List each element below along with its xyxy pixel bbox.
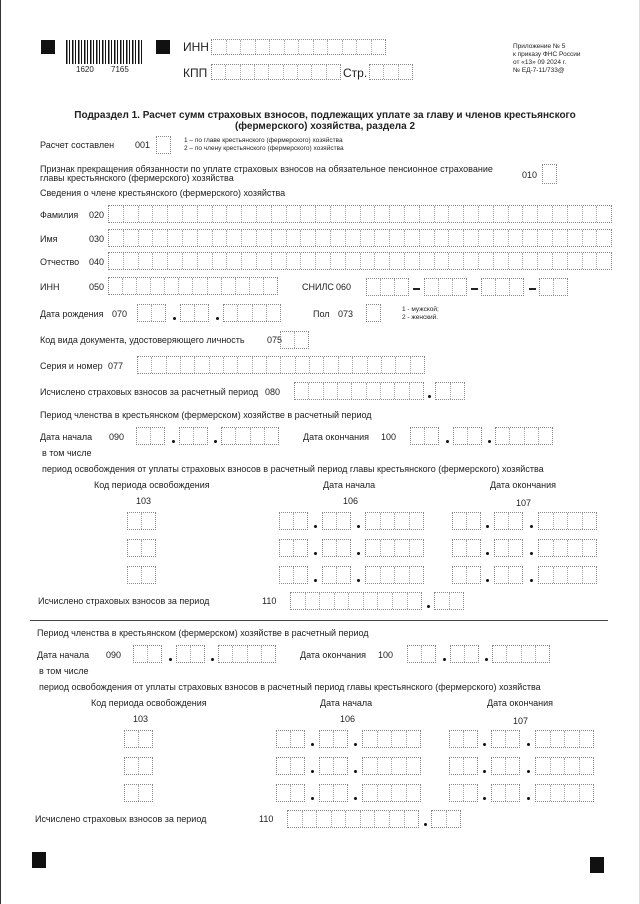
including-label: в том числе <box>42 448 92 458</box>
dash <box>529 288 536 290</box>
start-date-code: 090 <box>106 650 122 660</box>
end-date-label: Дата окончания <box>303 432 370 442</box>
start-date-code: 090 <box>109 432 125 442</box>
end-month-input[interactable] <box>453 427 482 445</box>
col-start-number: 106 <box>340 714 356 724</box>
col-code-number: 103 <box>136 496 152 506</box>
decimal-separator <box>424 823 427 826</box>
exempt-start-month-input[interactable] <box>322 512 351 530</box>
kpp-label: КПП <box>183 66 208 80</box>
field-001-label: Расчет составлен <box>40 140 115 150</box>
exempt-start-day-input[interactable] <box>276 757 305 775</box>
period-total-rub-input[interactable] <box>287 810 419 828</box>
birth-day-input[interactable] <box>137 304 166 322</box>
exempt-start-day-input[interactable] <box>279 539 308 557</box>
patronymic-label: Отчество <box>40 257 80 267</box>
date-separator <box>216 317 219 320</box>
date-separator <box>172 440 175 443</box>
exempt-end-month-input[interactable] <box>494 566 523 584</box>
registration-marker <box>156 40 170 54</box>
date-separator <box>483 743 486 746</box>
surname-label: Фамилия <box>40 210 79 220</box>
exempt-start-month-input[interactable] <box>322 539 351 557</box>
exempt-title: период освобождения от уплаты страховых взносов в расчетный период главы крестьянского (фермерского) хозяйства <box>42 464 544 474</box>
date-separator <box>488 440 491 443</box>
col-end-number: 107 <box>516 498 532 508</box>
date-separator <box>530 525 533 528</box>
col-end-header: Дата окончания <box>487 698 554 708</box>
exempt-start-year-input[interactable] <box>365 539 424 557</box>
end-date-code: 100 <box>381 432 397 442</box>
calc-code: 080 <box>265 387 281 397</box>
exempt-end-year-input[interactable] <box>535 784 594 802</box>
date-separator <box>483 797 486 800</box>
date-separator <box>527 743 530 746</box>
exempt-end-year-input[interactable] <box>535 757 594 775</box>
snils-input-part2[interactable] <box>424 278 467 296</box>
calc-rub-input[interactable] <box>294 382 424 400</box>
date-separator <box>486 552 489 555</box>
end-date-label: Дата окончания <box>300 650 367 660</box>
date-separator <box>169 658 172 661</box>
start-month-input[interactable] <box>179 427 208 445</box>
kpp-input[interactable] <box>211 64 341 80</box>
period-total-kop-input[interactable] <box>434 592 464 610</box>
end-year-input[interactable] <box>495 427 553 445</box>
sex-label: Пол <box>313 309 330 319</box>
exempt-end-month-input[interactable] <box>494 539 523 557</box>
exempt-end-day-input[interactable] <box>452 566 481 584</box>
field-001-hint: 2 – по члену крестьянского (фермерского) хозяйства <box>184 145 344 152</box>
dash <box>413 288 420 290</box>
member-inn-input[interactable] <box>108 277 278 295</box>
period-total-label: Исчислено страховых взносов за период <box>38 596 210 606</box>
calc-kop-input[interactable] <box>435 382 465 400</box>
col-code-header: Код периода освобождения <box>91 698 207 708</box>
col-start-header: Дата начала <box>320 698 373 708</box>
member-inn-label: ИНН <box>40 282 60 292</box>
exempt-end-year-input[interactable] <box>538 512 597 530</box>
membership-period-block <box>0 626 637 826</box>
calc-label: Исчислено страховых взносов за расчетный период <box>40 387 259 397</box>
exempt-start-day-input[interactable] <box>276 784 305 802</box>
period-total-label: Исчислено страховых взносов за период <box>35 814 207 824</box>
registration-marker <box>32 852 46 868</box>
date-separator <box>530 579 533 582</box>
exempt-start-year-input[interactable] <box>362 730 421 748</box>
date-separator <box>311 797 314 800</box>
date-separator <box>486 579 489 582</box>
col-code-header: Код периода освобождения <box>94 480 210 490</box>
start-date-label: Дата начала <box>37 650 90 660</box>
start-date-label: Дата начала <box>40 432 93 442</box>
date-separator <box>354 797 357 800</box>
exempt-start-month-input[interactable] <box>319 730 348 748</box>
surname-code: 020 <box>89 210 105 220</box>
series-code: 077 <box>108 361 124 371</box>
exempt-end-day-input[interactable] <box>449 757 478 775</box>
exempt-start-year-input[interactable] <box>365 566 424 584</box>
date-separator <box>486 525 489 528</box>
date-separator <box>357 552 360 555</box>
exempt-start-month-input[interactable] <box>319 757 348 775</box>
exempt-end-day-input[interactable] <box>452 539 481 557</box>
exempt-start-year-input[interactable] <box>362 784 421 802</box>
inn-label: ИНН <box>183 40 209 54</box>
exempt-end-day-input[interactable] <box>449 784 478 802</box>
snils-label: СНИЛС <box>302 282 334 292</box>
member-info-heading: Сведения о члене крестьянского (фермерского) хозяйства <box>40 188 286 198</box>
date-separator <box>483 770 486 773</box>
period-total-kop-input[interactable] <box>431 810 461 828</box>
sex-input[interactable] <box>366 304 381 322</box>
date-separator <box>314 552 317 555</box>
exempt-end-month-input[interactable] <box>491 730 520 748</box>
col-end-number: 107 <box>513 716 529 726</box>
decimal-separator <box>427 605 430 608</box>
barcode <box>66 40 144 64</box>
field-010-input[interactable] <box>542 164 557 184</box>
birth-year-input[interactable] <box>223 304 281 322</box>
barcode-number-right: 7165 <box>111 65 129 74</box>
birth-date-code: 070 <box>112 309 128 319</box>
exempt-start-day-input[interactable] <box>276 730 305 748</box>
date-separator <box>354 743 357 746</box>
date-separator <box>357 525 360 528</box>
date-separator <box>443 658 446 661</box>
field-010-label: главы крестьянского (фермерского) хозяйства <box>40 173 234 183</box>
col-end-header: Дата окончания <box>490 480 557 490</box>
exempt-end-month-input[interactable] <box>491 784 520 802</box>
end-day-input[interactable] <box>410 427 439 445</box>
registration-marker <box>590 857 604 873</box>
exempt-end-month-input[interactable] <box>491 757 520 775</box>
page-input[interactable] <box>369 64 413 80</box>
exempt-start-year-input[interactable] <box>365 512 424 530</box>
field-001-input[interactable] <box>156 136 171 154</box>
date-separator <box>314 525 317 528</box>
exempt-code-input[interactable] <box>127 566 156 584</box>
name-input[interactable] <box>108 229 612 247</box>
start-day-input[interactable] <box>133 645 162 663</box>
date-separator <box>354 770 357 773</box>
exempt-end-year-input[interactable] <box>535 730 594 748</box>
exempt-end-day-input[interactable] <box>449 730 478 748</box>
doc-type-input[interactable] <box>280 331 309 349</box>
section-divider <box>30 620 608 621</box>
patronymic-code: 040 <box>89 257 105 267</box>
registration-marker <box>41 40 55 54</box>
exempt-end-year-input[interactable] <box>538 566 597 584</box>
field-001-hint: 1 – по главе крестьянского (фермерского) хозяйства <box>184 137 343 144</box>
exempt-start-month-input[interactable] <box>322 566 351 584</box>
date-separator <box>173 317 176 320</box>
col-start-header: Дата начала <box>323 480 376 490</box>
exempt-start-month-input[interactable] <box>319 784 348 802</box>
date-separator <box>446 440 449 443</box>
end-date-code: 100 <box>378 650 394 660</box>
doc-type-code: 075 <box>267 335 283 345</box>
page-label: Стр. <box>343 66 368 80</box>
exempt-code-input[interactable] <box>124 730 153 748</box>
decimal-separator <box>428 395 431 398</box>
end-year-input[interactable] <box>492 645 550 663</box>
birth-date-label: Дата рождения <box>40 309 104 319</box>
dash <box>471 288 478 290</box>
end-day-input[interactable] <box>407 645 436 663</box>
inn-input[interactable] <box>211 39 386 55</box>
barcode-number-left: 1620 <box>76 65 94 74</box>
date-separator <box>311 743 314 746</box>
patronymic-input[interactable] <box>108 252 612 270</box>
date-separator <box>214 440 217 443</box>
exempt-end-day-input[interactable] <box>452 512 481 530</box>
birth-month-input[interactable] <box>180 304 209 322</box>
start-year-input[interactable] <box>221 427 279 445</box>
date-separator <box>357 579 360 582</box>
start-year-input[interactable] <box>218 645 276 663</box>
field-010-label: Признак прекращения обязанности по уплате страховых взносов на обязательное пенсионное страхование <box>40 164 493 174</box>
period-title: Период членства в крестьянском (фермерском) хозяйстве в расчетный период <box>40 410 372 420</box>
field-010-code: 010 <box>522 170 538 180</box>
field-001-code: 001 <box>135 140 151 150</box>
period-title: Период членства в крестьянском (фермерском) хозяйстве в расчетный период <box>37 628 369 638</box>
sex-code: 073 <box>338 309 354 319</box>
series-label: Серия и номер <box>40 361 103 371</box>
sex-hint: 1 - мужской; <box>402 306 439 313</box>
date-separator <box>530 552 533 555</box>
snils-input-part1[interactable] <box>366 278 409 296</box>
section-title: Подраздел 1. Расчет сумм страховых взносов, подлежащих уплате за главу и членов крестьянского (фермерского) хозяйства, раздела 2 <box>74 110 576 132</box>
end-month-input[interactable] <box>450 645 479 663</box>
exempt-start-day-input[interactable] <box>279 566 308 584</box>
snils-input-part4[interactable] <box>539 278 568 296</box>
snils-code: 060 <box>336 282 352 292</box>
member-inn-code: 050 <box>89 282 105 292</box>
period-total-code: 110 <box>262 596 277 606</box>
date-separator <box>314 579 317 582</box>
exempt-title: период освобождения от уплаты страховых взносов в расчетный период главы крестьянского (фермерского) хозяйства <box>39 682 541 692</box>
start-day-input[interactable] <box>136 427 165 445</box>
start-month-input[interactable] <box>176 645 205 663</box>
col-code-number: 103 <box>133 714 149 724</box>
exempt-end-month-input[interactable] <box>494 512 523 530</box>
exempt-start-day-input[interactable] <box>279 512 308 530</box>
date-separator <box>311 770 314 773</box>
period-total-code: 110 <box>259 814 274 824</box>
exempt-code-input[interactable] <box>124 757 153 775</box>
including-label: в том числе <box>39 666 89 676</box>
sex-hint: 2 - женский. <box>402 314 439 321</box>
exempt-end-year-input[interactable] <box>538 539 597 557</box>
doc-type-label: Код вида документа, удостоверяющего личность <box>40 335 245 345</box>
col-start-number: 106 <box>343 496 359 506</box>
name-code: 030 <box>89 234 105 244</box>
name-label: Имя <box>40 234 58 244</box>
exempt-start-year-input[interactable] <box>362 757 421 775</box>
series-input[interactable] <box>137 356 425 374</box>
date-separator <box>527 797 530 800</box>
period-total-rub-input[interactable] <box>290 592 422 610</box>
membership-period-block <box>0 408 640 608</box>
appendix-note: Приложение № 5 к приказу ФНС России от «13» 09 2024 г. № ЕД-7-11/733@ <box>513 43 581 74</box>
exempt-code-input[interactable] <box>127 539 156 557</box>
date-separator <box>485 658 488 661</box>
surname-input[interactable] <box>108 205 612 223</box>
date-separator <box>211 658 214 661</box>
snils-input-part3[interactable] <box>481 278 524 296</box>
exempt-code-input[interactable] <box>127 512 156 530</box>
exempt-code-input[interactable] <box>124 784 153 802</box>
date-separator <box>527 770 530 773</box>
